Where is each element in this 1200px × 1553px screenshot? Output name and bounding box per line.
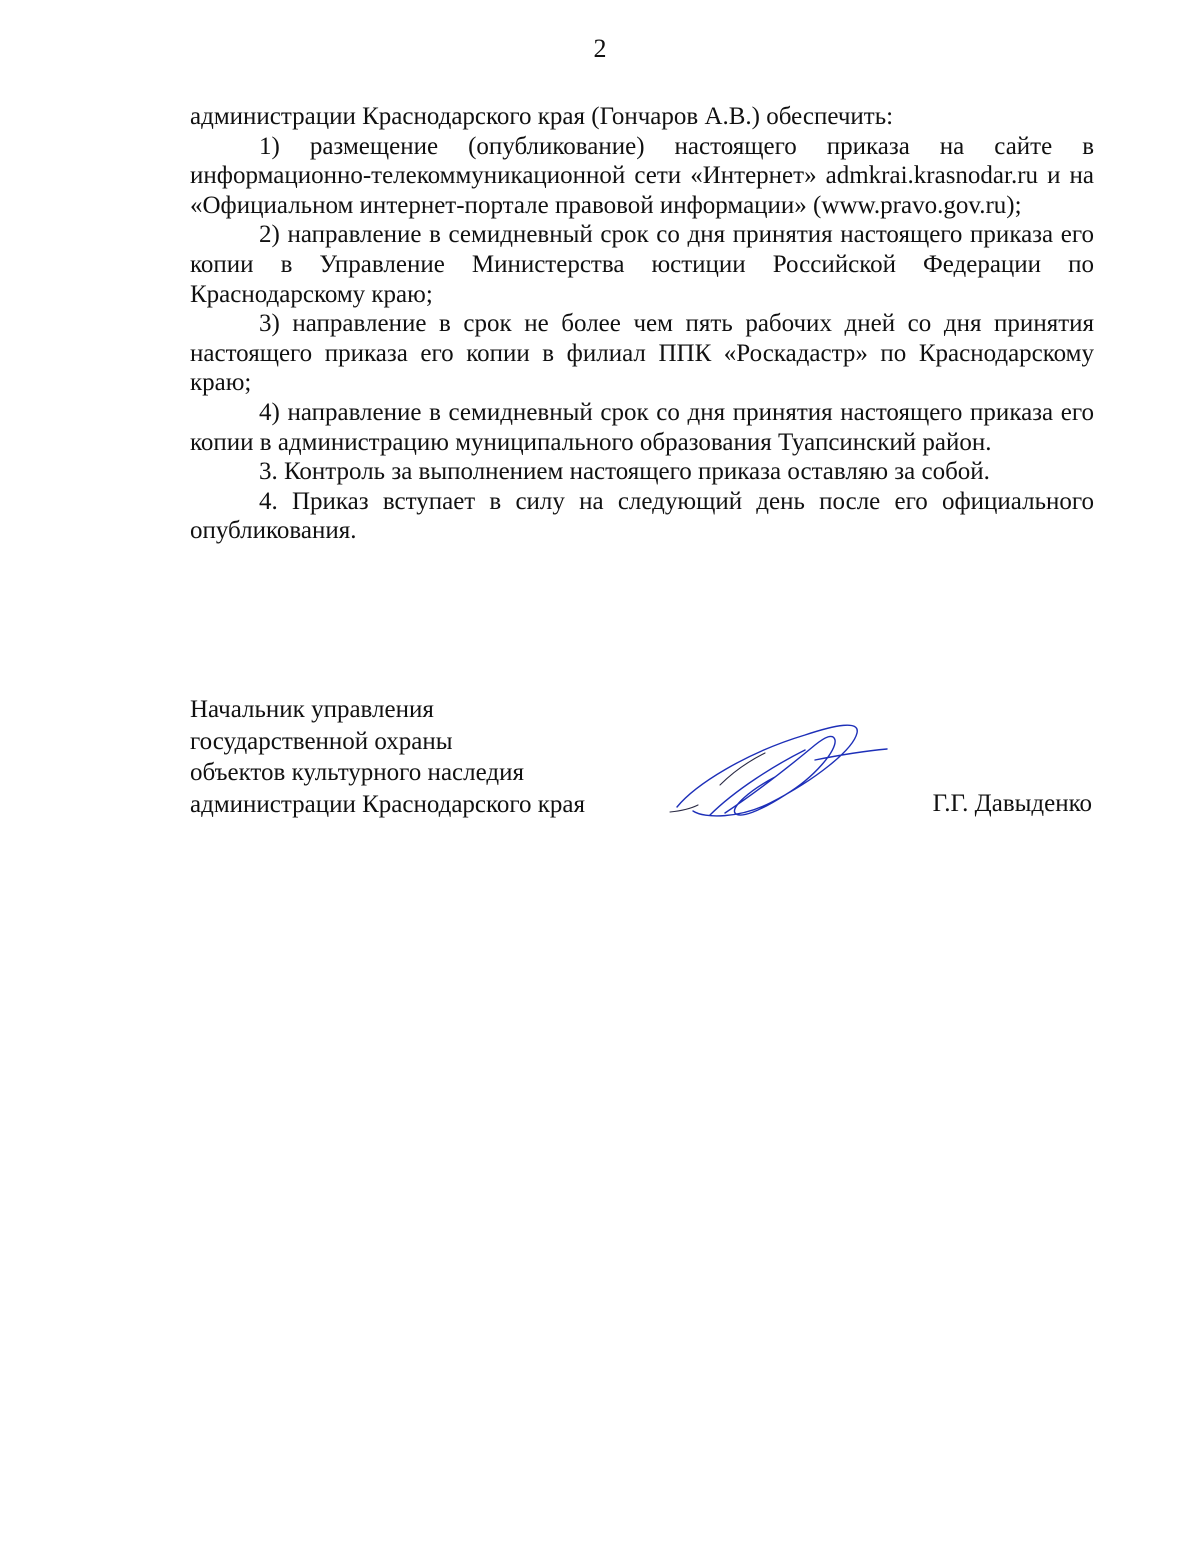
handwritten-signature xyxy=(665,715,890,830)
paragraph-item-3: 3) направление в срок не более чем пять рабочих дней со дня принятия настоящего приказа его копии в филиал ППК «Роскадастр» по Краснодарскому краю; xyxy=(190,310,1094,397)
paragraph-item-4: 4) направление в семидневный срок со дня принятия настоящего приказа его копии в администрацию муниципального образования Туапсинский район. xyxy=(190,398,1094,456)
document-body xyxy=(190,102,1094,546)
page-number: 2 xyxy=(593,34,607,63)
paragraph-clause-4: 4. Приказ вступает в силу на следующий день после его официального опубликования. xyxy=(190,487,1094,545)
paragraph-clause-3: 3. Контроль за выполнением настоящего приказа оставляю за собой. xyxy=(259,458,990,486)
signatory-line: Начальник управления xyxy=(190,696,434,723)
signatory-position xyxy=(190,694,660,820)
paragraph-item-2: 2) направление в семидневный срок со дня принятия настоящего приказа его копии в Управление Министерства юстиции Российской Федерации по Краснодарскому краю; xyxy=(190,221,1094,308)
signatory-line: объектов культурного наследия xyxy=(190,759,524,786)
paragraph-continuation: администрации Краснодарского края (Гончаров А.В.) обеспечить: xyxy=(190,103,894,130)
paragraph-item-1: 1) размещение (опубликование) настоящего приказа на сайте в информационно-телекоммуникационной сети «Интернет» admkrai.krasnodar.ru и на «Официальном интернет-портале правовой информации» (www.pravo.gov.ru); xyxy=(190,132,1094,219)
signature-stroke xyxy=(677,725,887,816)
signer-name: Г.Г. Давыденко xyxy=(932,790,1092,817)
signatory-line: администрации Краснодарского края xyxy=(190,790,586,818)
signatory-line: государственной охраны xyxy=(190,727,453,755)
